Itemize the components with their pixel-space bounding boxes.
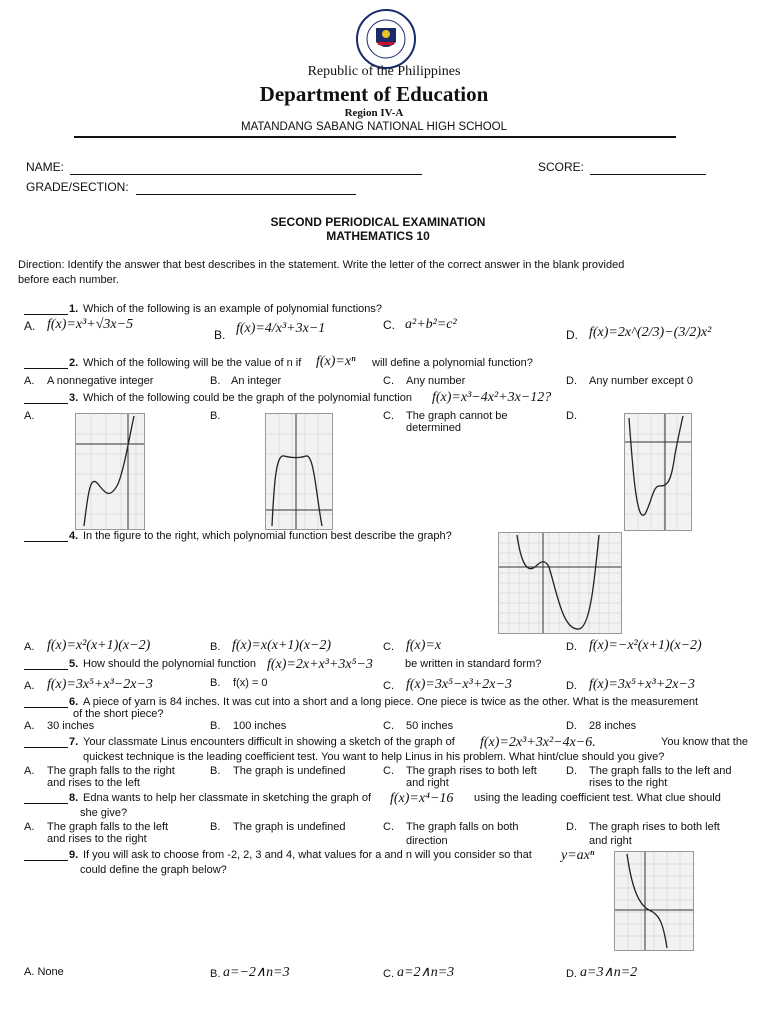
q1-c-letter: C.: [383, 318, 395, 332]
q9-d: a=3∧n=2: [580, 965, 638, 980]
q6-c: 50 inches: [406, 720, 454, 732]
region-text: Region IV-A: [344, 107, 404, 119]
q2-a: A nonnegative integer: [47, 375, 154, 387]
q6-a: 30 inches: [47, 720, 95, 732]
q5-number: 5.: [69, 658, 79, 670]
deped-seal: [352, 8, 420, 70]
q2-b: An integer: [231, 375, 282, 387]
q1-number: 1.: [69, 303, 79, 315]
answer-blank-4[interactable]: [24, 541, 68, 542]
q2-d-letter: D.: [566, 375, 577, 387]
q3-d-letter: D.: [566, 410, 577, 422]
q4-d: f(x)=−x²(x+1)(x−2): [589, 638, 702, 653]
q7-text-a: Your classmate Linus encounters difficult in showing a sketch of the graph of: [83, 736, 455, 748]
q8-d: The graph rises to both left: [589, 821, 720, 833]
q7-text-line2: quickest technique is the leading coefficient test. You want to help Linus in his problem. What hint/clue should you give?: [83, 751, 665, 763]
answer-blank-8[interactable]: [24, 803, 68, 804]
q8-a-line2: and rises to the right: [47, 833, 147, 845]
answer-blank-3[interactable]: [24, 403, 68, 404]
q9-d-letter: D.: [566, 968, 577, 980]
exam-title: SECOND PERIODICAL EXAMINATION: [270, 215, 486, 229]
q7-d-line2: rises to the right: [589, 777, 668, 789]
q3-graph-b: [265, 413, 333, 530]
q6-b-letter: B.: [210, 720, 221, 732]
score-field[interactable]: [590, 174, 706, 175]
direction-line2: before each number.: [18, 274, 119, 286]
republic-text: Republic of the Philippines: [307, 64, 461, 79]
q2-d: Any number except 0: [589, 375, 693, 387]
q5-a-letter: A.: [24, 680, 35, 692]
q2-number: 2.: [69, 357, 79, 369]
q7-a-letter: A.: [24, 765, 35, 777]
q5-text-a: How should the polynomial function: [83, 658, 257, 670]
q8-number: 8.: [69, 792, 79, 804]
q5-d: f(x)=3x⁵+x³+2x−3: [589, 677, 695, 692]
answer-blank-7[interactable]: [24, 747, 68, 748]
q4-a-letter: A.: [24, 641, 35, 653]
q7-a: The graph falls to the right: [47, 765, 175, 777]
q9-text-line2: could define the graph below?: [80, 864, 227, 876]
q1-text: Which of the following is an example of polynomial functions?: [83, 303, 382, 315]
q4-number: 4.: [69, 530, 79, 542]
answer-blank-2[interactable]: [24, 368, 68, 369]
header-rule: [74, 136, 676, 138]
q5-b: f(x) = 0: [233, 677, 268, 689]
q5-text-b: be written in standard form?: [405, 658, 542, 670]
q2-text-b: will define a polynomial function?: [372, 357, 533, 369]
q6-number: 6.: [69, 696, 79, 708]
q5-a: f(x)=3x⁵+x³−2x−3: [47, 677, 153, 692]
q3-a-letter: A.: [24, 410, 35, 422]
q6-text: A piece of yarn is 84 inches. It was cut into a short and a long piece. One piece is twice as the other. What is the measurement: [83, 696, 699, 708]
department-title: Department of Education: [259, 82, 489, 106]
q1-a: f(x)=x³+√3x−5: [47, 317, 134, 332]
q4-b-letter: B.: [210, 641, 221, 653]
q8-text-line2: she give?: [80, 807, 128, 819]
answer-blank-1[interactable]: [24, 314, 68, 315]
name-label: NAME:: [26, 160, 65, 174]
q1-a-letter: A.: [24, 319, 36, 333]
q9-c: a=2∧n=3: [397, 965, 455, 980]
q7-d-letter: D.: [566, 765, 577, 777]
q6-d-letter: D.: [566, 720, 577, 732]
exam-subject: MATHEMATICS 10: [326, 229, 430, 243]
q4-d-letter: D.: [566, 641, 577, 653]
q2-c-letter: C.: [383, 375, 394, 387]
q8-d-letter: D.: [566, 821, 577, 833]
q1-d-letter: D.: [566, 328, 578, 342]
q6-b: 100 inches: [233, 720, 287, 732]
q5-c: f(x)=3x⁵−x³+2x−3: [406, 677, 512, 692]
q2-b-letter: B.: [210, 375, 221, 387]
q4-c: f(x)=x: [406, 638, 442, 653]
q7-d: The graph falls to the left and: [589, 765, 732, 777]
q3-math: f(x)=x³−4x²+3x−12?: [432, 390, 552, 405]
q1-b: f(x)=4/x³+3x−1: [236, 321, 326, 336]
q5-math: f(x)=2x+x³+3x⁵−3: [267, 657, 373, 672]
q2-c: Any number: [406, 375, 466, 387]
q6-d: 28 inches: [589, 720, 637, 732]
q5-d-letter: D.: [566, 680, 577, 692]
q4-c-letter: C.: [383, 641, 394, 653]
q7-number: 7.: [69, 736, 79, 748]
q3-text: Which of the following could be the graph of the polynomial function: [83, 392, 412, 404]
q9-a: A. None: [24, 966, 64, 978]
q9-number: 9.: [69, 849, 79, 861]
q7-math: f(x)=2x³+3x²−4x−6.: [480, 735, 596, 750]
q2-a-letter: A.: [24, 375, 35, 387]
q4-a: f(x)=x²(x+1)(x−2): [47, 638, 151, 653]
q4-b: f(x)=x(x+1)(x−2): [232, 638, 332, 653]
q5-b-letter: B.: [210, 677, 221, 689]
q7-b-letter: B.: [210, 765, 221, 777]
q9-b-letter: B.: [210, 968, 221, 980]
q7-b: The graph is undefined: [233, 765, 346, 777]
q8-c-letter: C.: [383, 821, 394, 833]
q1-d: f(x)=2x^(2/3)−(3/2)x²: [589, 325, 712, 340]
q3-number: 3.: [69, 392, 79, 404]
q8-math: f(x)=x⁴−16: [390, 791, 454, 806]
direction-line1: Direction: Identify the answer that best describes in the statement. Write the letter of the correct answer in the blank provided: [18, 259, 625, 271]
answer-blank-9[interactable]: [24, 860, 68, 861]
q3-graph-d: [624, 413, 692, 531]
q7-c: The graph rises to both left: [406, 765, 537, 777]
q6-c-letter: C.: [383, 720, 394, 732]
q8-b-letter: B.: [210, 821, 221, 833]
q4-graph: [498, 532, 622, 634]
q9-graph: [614, 851, 694, 951]
answer-blank-5[interactable]: [24, 669, 68, 670]
q9-math: y=axⁿ: [561, 848, 595, 863]
score-label: SCORE:: [538, 160, 585, 174]
q8-d-line2: and right: [589, 835, 632, 847]
q3-c-letter: C.: [383, 410, 394, 422]
q4-text: In the figure to the right, which polynomial function best describe the graph?: [83, 530, 452, 542]
answer-blank-6[interactable]: [24, 707, 68, 708]
q8-b: The graph is undefined: [233, 821, 346, 833]
q7-c-letter: C.: [383, 765, 394, 777]
q8-text-a: Edna wants to help her classmate in sketching the graph of: [83, 792, 372, 804]
q7-c-line2: and right: [406, 777, 449, 789]
q9-text-a: If you will ask to choose from -2, 2, 3 and 4, what values for a and n will you consider so that: [83, 849, 532, 861]
grade-field[interactable]: [136, 194, 356, 195]
q3-b-letter: B.: [210, 410, 221, 422]
q8-text-b: using the leading coefficient test. What clue should: [474, 792, 721, 804]
school-name: MATANDANG SABANG NATIONAL HIGH SCHOOL: [240, 121, 508, 133]
grade-label: GRADE/SECTION:: [26, 180, 129, 194]
q9-c-letter: C.: [383, 968, 394, 980]
q5-c-letter: C.: [383, 680, 394, 692]
q8-a-letter: A.: [24, 821, 35, 833]
q1-c: a²+b²=c²: [405, 317, 457, 332]
q3-graph-a: [75, 413, 145, 530]
q3-c-line2: determined: [406, 422, 462, 434]
q3-c: The graph cannot be: [406, 410, 508, 422]
q2-text-a: Which of the following will be the value of n if: [83, 357, 302, 369]
q8-c-line2: direction: [406, 835, 448, 847]
q2-math: f(x)=xⁿ: [316, 354, 356, 369]
q6-text-line2: of the short piece?: [73, 708, 164, 720]
q7-text-b: You know that the: [661, 736, 749, 748]
q9-b: a=−2∧n=3: [223, 965, 290, 980]
q7-a-line2: and rises to the left: [47, 777, 140, 789]
q6-a-letter: A.: [24, 720, 35, 732]
q1-b-letter: B.: [214, 328, 226, 342]
name-field[interactable]: [70, 174, 422, 175]
q8-a: The graph falls to the left: [47, 821, 169, 833]
q8-c: The graph falls on both: [406, 821, 519, 833]
